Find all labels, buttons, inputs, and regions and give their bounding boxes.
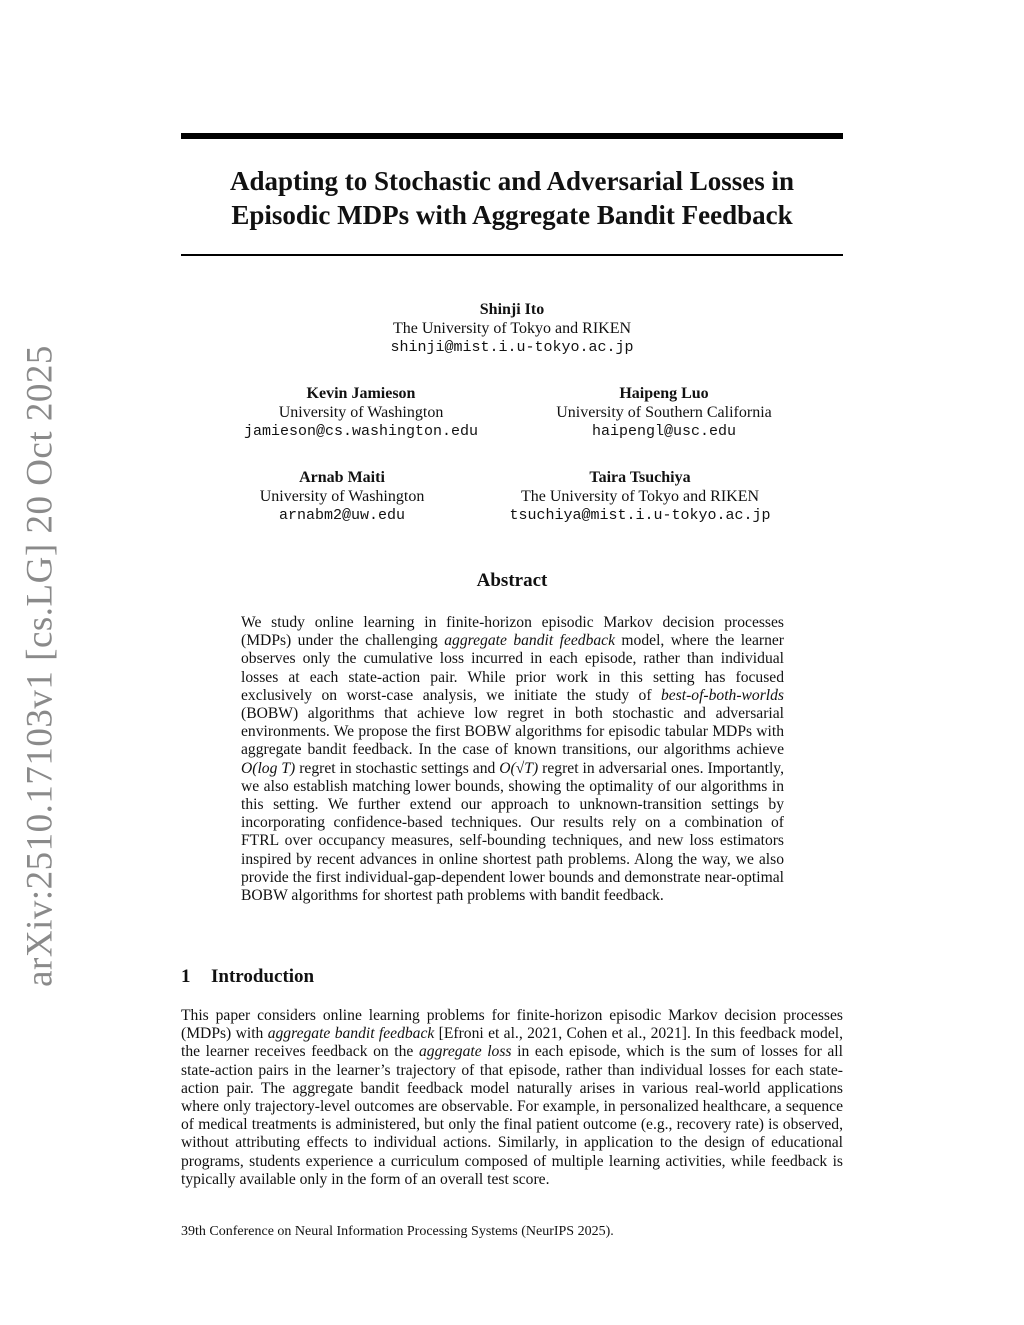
title-line-2: Episodic MDPs with Aggregate Bandit Feedback xyxy=(231,200,793,230)
section-heading-introduction xyxy=(181,966,314,988)
paper-title xyxy=(181,164,843,232)
abstract-emphasis: aggregate bandit feedback xyxy=(444,632,615,650)
math-expression: O(√T) xyxy=(499,759,539,777)
author-email[interactable]: shinji@mist.i.u-tokyo.ac.jp xyxy=(390,339,634,356)
intro-emphasis: aggregate loss xyxy=(418,1043,512,1061)
abstract-text: regret in stochastic settings and xyxy=(295,759,500,777)
title-bottom-rule xyxy=(181,254,843,256)
author-block-ito xyxy=(362,300,662,357)
intro-emphasis: aggregate bandit feedback xyxy=(267,1025,435,1043)
conference-footnote: 39th Conference on Neural Information Processing Systems (NeurIPS 2025). xyxy=(181,1224,614,1239)
intro-text: in each episode, which is the sum of losses for all state-action pairs in the learner’s trajectory of that episode, rather than individual losses for each state-action pair. The aggregate bandit feedback model naturally arises in various real-world applications where only trajectory-level outcomes are observable. For example, in personalized healthcare, a sequence of medical treatments is administered, but only the final patient outcome (e.g., recovery rate) is observed, without attributing effects to individual actions. Similarly, in application to the design of educational programs, students experience a curriculum composed of multiple learning activities, while feedback is typically available only in the form of an overall test score. xyxy=(181,1043,843,1188)
abstract-text: (BOBW) algorithms that achieve low regret in both stochastic and adversarial environments. We propose the first BOBW algorithms for episodic tabular MDPs with aggregate bandit feedback. In the case of known transitions, our algorithms achieve xyxy=(241,705,784,759)
author-affiliation: University of Washington xyxy=(259,488,425,505)
author-name: Shinji Ito xyxy=(479,301,545,318)
author-affiliation: University of Washington xyxy=(278,404,444,421)
abstract-text: regret in adversarial ones. Importantly, we also establish matching lower bounds, showing the optimality of our algorithms in this setting. We further extend our approach to unknown-transition settings by incorporating confidence-based techniques. Our results rely on a combination of FTRL over occupancy measures, self-bounding techniques, and new loss estimators inspired by recent advances in online shortest path problems. Along the way, we also provide the first individual-gap-dependent lower bounds and demonstrate near-optimal BOBW algorithms for shortest path problems with bandit feedback. xyxy=(241,759,784,905)
author-email[interactable]: haipengl@usc.edu xyxy=(591,423,737,440)
abstract-body xyxy=(241,614,784,905)
abstract-text: model, where the learner observes only the cumulative loss incurred in each episode, rather than individual losses at each state-action pair. While prior work in this setting has focused exclusively on worst-case analysis, we initiate the study of xyxy=(241,632,784,704)
abstract-heading: Abstract xyxy=(476,570,548,591)
abstract-text: We study online learning in finite-horizon episodic Markov decision processes (MDPs) under the challenging xyxy=(241,614,784,650)
author-name: Arnab Maiti xyxy=(299,469,385,486)
author-email[interactable]: tsuchiya@mist.i.u-tokyo.ac.jp xyxy=(509,507,771,524)
section-title: Introduction xyxy=(211,966,315,987)
author-affiliation: The University of Tokyo and RIKEN xyxy=(392,320,632,337)
author-email[interactable]: jamieson@cs.washington.edu xyxy=(243,423,479,440)
author-affiliation: The University of Tokyo and RIKEN xyxy=(520,488,760,505)
abstract-emphasis: best-of-both-worlds xyxy=(660,686,784,704)
author-email[interactable]: arnabm2@uw.edu xyxy=(278,507,406,524)
author-name: Kevin Jamieson xyxy=(306,385,416,402)
author-block-jamieson xyxy=(211,384,511,441)
section-number: 1 xyxy=(181,966,191,987)
author-name: Haipeng Luo xyxy=(619,385,709,402)
author-block-maiti xyxy=(192,468,492,525)
arxiv-identifier: arXiv:2510.17103v1 [cs.LG] 20 Oct 2025 xyxy=(19,345,61,987)
author-block-tsuchiya xyxy=(490,468,790,525)
author-affiliation: University of Southern California xyxy=(556,404,772,421)
introduction-body xyxy=(181,1007,843,1189)
title-line-1: Adapting to Stochastic and Adversarial Losses in xyxy=(229,166,795,196)
author-name: Taira Tsuchiya xyxy=(589,469,691,486)
math-expression: O(log T) xyxy=(241,759,296,777)
intro-text: This paper considers online learning problems for finite-horizon episodic Markov decision processes (MDPs) with xyxy=(181,1007,843,1043)
author-block-luo xyxy=(514,384,814,441)
intro-text: [Efroni et al., 2021, Cohen et al., 2021]. In this feedback model, the learner receives feedback on the xyxy=(181,1025,843,1061)
title-top-rule xyxy=(181,133,843,139)
